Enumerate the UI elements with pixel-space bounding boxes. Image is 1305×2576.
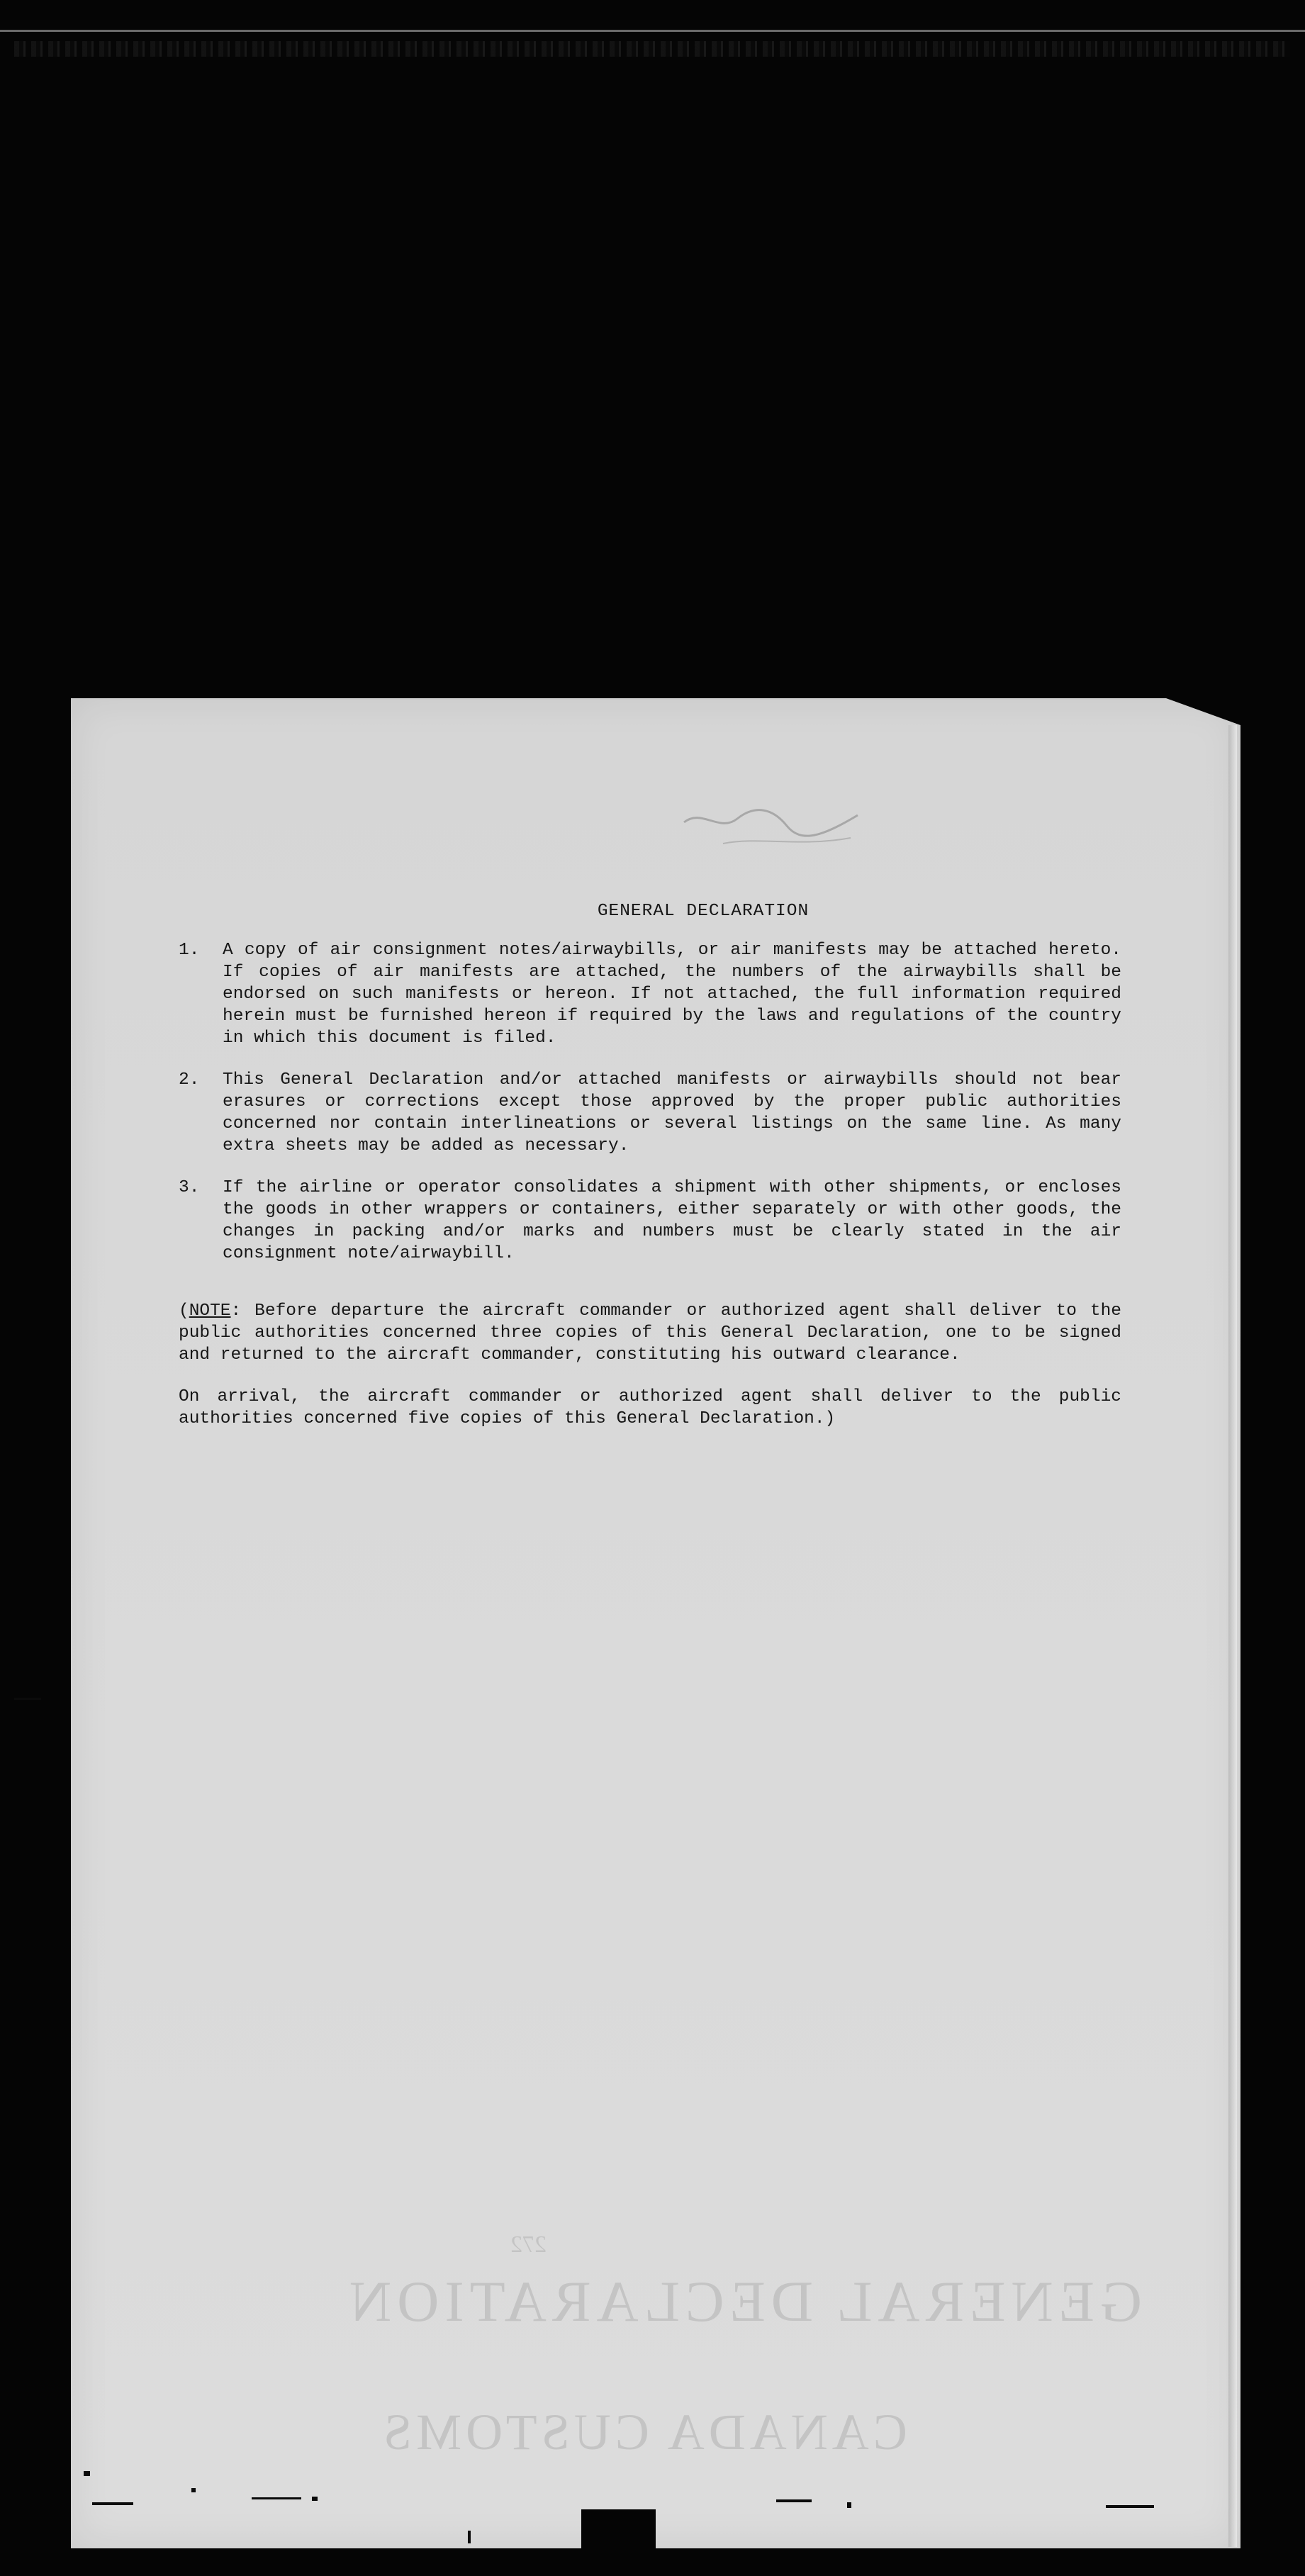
- scan-speck: [191, 2488, 196, 2492]
- show-through-heading: GENERAL DECLARATION: [344, 2269, 1143, 2334]
- scan-speck: [1106, 2505, 1154, 2508]
- show-through-bottom: CANADA CUSTOMS: [379, 2404, 907, 2460]
- scan-speck: [776, 2499, 812, 2502]
- page-right-edge: [1228, 725, 1237, 2547]
- item-text: This General Declaration and/or attached manifests or airwaybills should not bear erasures or corrections except those approved by the proper public authorities concerned nor contain interlineations or several listings on the same line. As many extra sheets may be added as necessary.: [223, 1070, 1121, 1155]
- item-text: A copy of air consignment notes/airwaybills, or air manifests may be attached hereto. If copies of air manifests are attached, the numbers of the airwaybills shall be endorsed on such manifests or hereon. If not attached, the full information required herein must be furnished hereon if required by the laws and regulations of the country in which this document is filed.: [223, 941, 1121, 1048]
- note-text: Before departure the aircraft commander or authorized agent shall deliver to the public authorities concerned three copies of this General Declaration, one to be signed and returned to the aircraft commander, constituting his outward clearance.: [179, 1301, 1121, 1365]
- note-colon: :: [230, 1301, 242, 1321]
- scan-speck: [847, 2502, 851, 2508]
- scan-speck: [84, 2471, 90, 2476]
- item-number: 1.: [179, 941, 200, 960]
- show-through-page-number: 272: [510, 2231, 547, 2258]
- declaration-text: [179, 900, 1121, 1430]
- pencil-mark: [680, 794, 865, 851]
- scan-top-noise: [14, 41, 1290, 57]
- note-label: NOTE: [189, 1301, 231, 1321]
- binding-tab: [581, 2509, 656, 2576]
- scan-speck: [14, 1698, 41, 1700]
- scan-speck: [312, 2497, 318, 2501]
- arrival-paragraph: On arrival, the aircraft commander or authorized agent shall deliver to the public authorities concerned five copies of this General Declaration.): [179, 1387, 1121, 1428]
- list-item: [179, 1177, 1121, 1265]
- scan-speck: [252, 2497, 301, 2499]
- item-number: 3.: [179, 1178, 200, 1197]
- scan-speck: [468, 2531, 471, 2543]
- list-item: [179, 1069, 1121, 1157]
- item-number: 2.: [179, 1070, 200, 1090]
- scan-speck: [92, 2502, 133, 2505]
- note-paragraph: [179, 1300, 1121, 1366]
- note-open-paren: (: [179, 1301, 189, 1321]
- page-title: GENERAL DECLARATION: [597, 902, 810, 921]
- list-item: [179, 939, 1121, 1049]
- scan-top-rule: [0, 30, 1305, 32]
- item-text: If the airline or operator consolidates a shipment with other shipments, or encloses the goods in other wrappers or containers, either separately or with other goods, the changes in packing and/or marks and numbers must be clearly stated in the air consignment note/airwaybill.: [223, 1178, 1121, 1263]
